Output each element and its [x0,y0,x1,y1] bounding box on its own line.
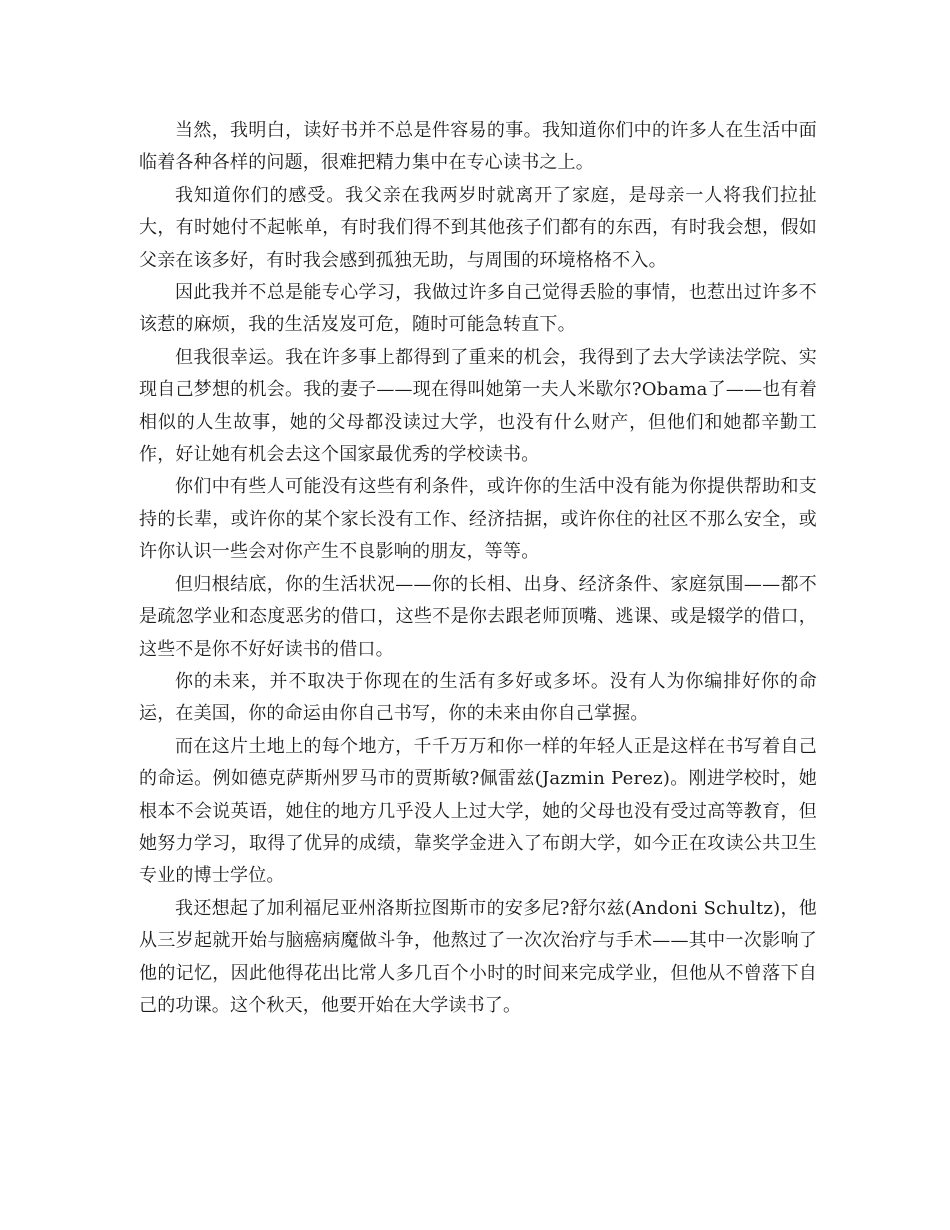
paragraph-3: 因此我并不总是能专心学习，我做过许多自己觉得丢脸的事情，也惹出过许多不该惹的麻烦，我的生活岌岌可危，随时可能急转直下。 [139,282,817,336]
paragraph-6: 但归根结底，你的生活状况——你的长相、出身、经济条件、家庭氛围——都不是疏忽学业和态度恶劣的借口，这些不是你去跟老师顶嘴、逃课、或是辍学的借口，这些不是你不好好读书的借口。 [139,573,817,660]
body-text [139,115,817,1022]
paragraph-1: 当然，我明白，读好书并不总是件容易的事。我知道你们中的许多人在生活中面临着各种各样的问题，很难把精力集中在专心读书之上。 [139,120,817,174]
paragraph-5: 你们中有些人可能没有这些有利条件，或许你的生活中没有能为你提供帮助和支持的长辈，或许你的某个家长没有工作、经济拮据，或许你住的社区不那么安全，或许你认识一些会对你产生不良影响的朋友，等等。 [139,476,817,563]
paragraph-8: 而在这片土地上的每个地方，千千万万和你一样的年轻人正是这样在书写着自己的命运。例如德克萨斯州罗马市的贾斯敏?佩雷兹(Jazmin Perez)。刚进学校时，她根本不会说英语，她住的地方几乎没人上过大学，她的父母也没有受过高等教育，但她努力学习，取得了优异的成绩，靠奖学金进入了布朗大学，如今正在攻读公共卫生专业的博士学位。 [139,735,817,887]
paragraph-2: 我知道你们的感受。我父亲在我两岁时就离开了家庭，是母亲一人将我们拉扯大，有时她付不起帐单，有时我们得不到其他孩子们都有的东西，有时我会想，假如父亲在该多好，有时我会感到孤独无助，与周围的环境格格不入。 [139,184,817,271]
paragraph-7: 你的未来，并不取决于你现在的生活有多好或多坏。没有人为你编排好你的命运，在美国，你的命运由你自己书写，你的未来由你自己掌握。 [139,670,817,725]
paragraph-9: 我还想起了加利福尼亚州洛斯拉图斯市的安多尼?舒尔兹(Andoni Schultz)，他从三岁起就开始与脑癌病魔做斗争，他熬过了一次次治疗与手术——其中一次影响了他的记忆，因此他得花出比常人多几百个小时的时间来完成学业，但他从不曾落下自己的功课。这个秋天，他要开始在大学读书了。 [139,897,817,1016]
paragraph-4: 但我很幸运。我在许多事上都得到了重来的机会，我得到了去大学读法学院、实现自己梦想的机会。我的妻子——现在得叫她第一夫人米歇尔?Obama了——也有着相似的人生故事，她的父母都没读过大学，也没有什么财产，但他们和她都辛勤工作，好让她有机会去这个国家最优秀的学校读书。 [139,346,817,466]
